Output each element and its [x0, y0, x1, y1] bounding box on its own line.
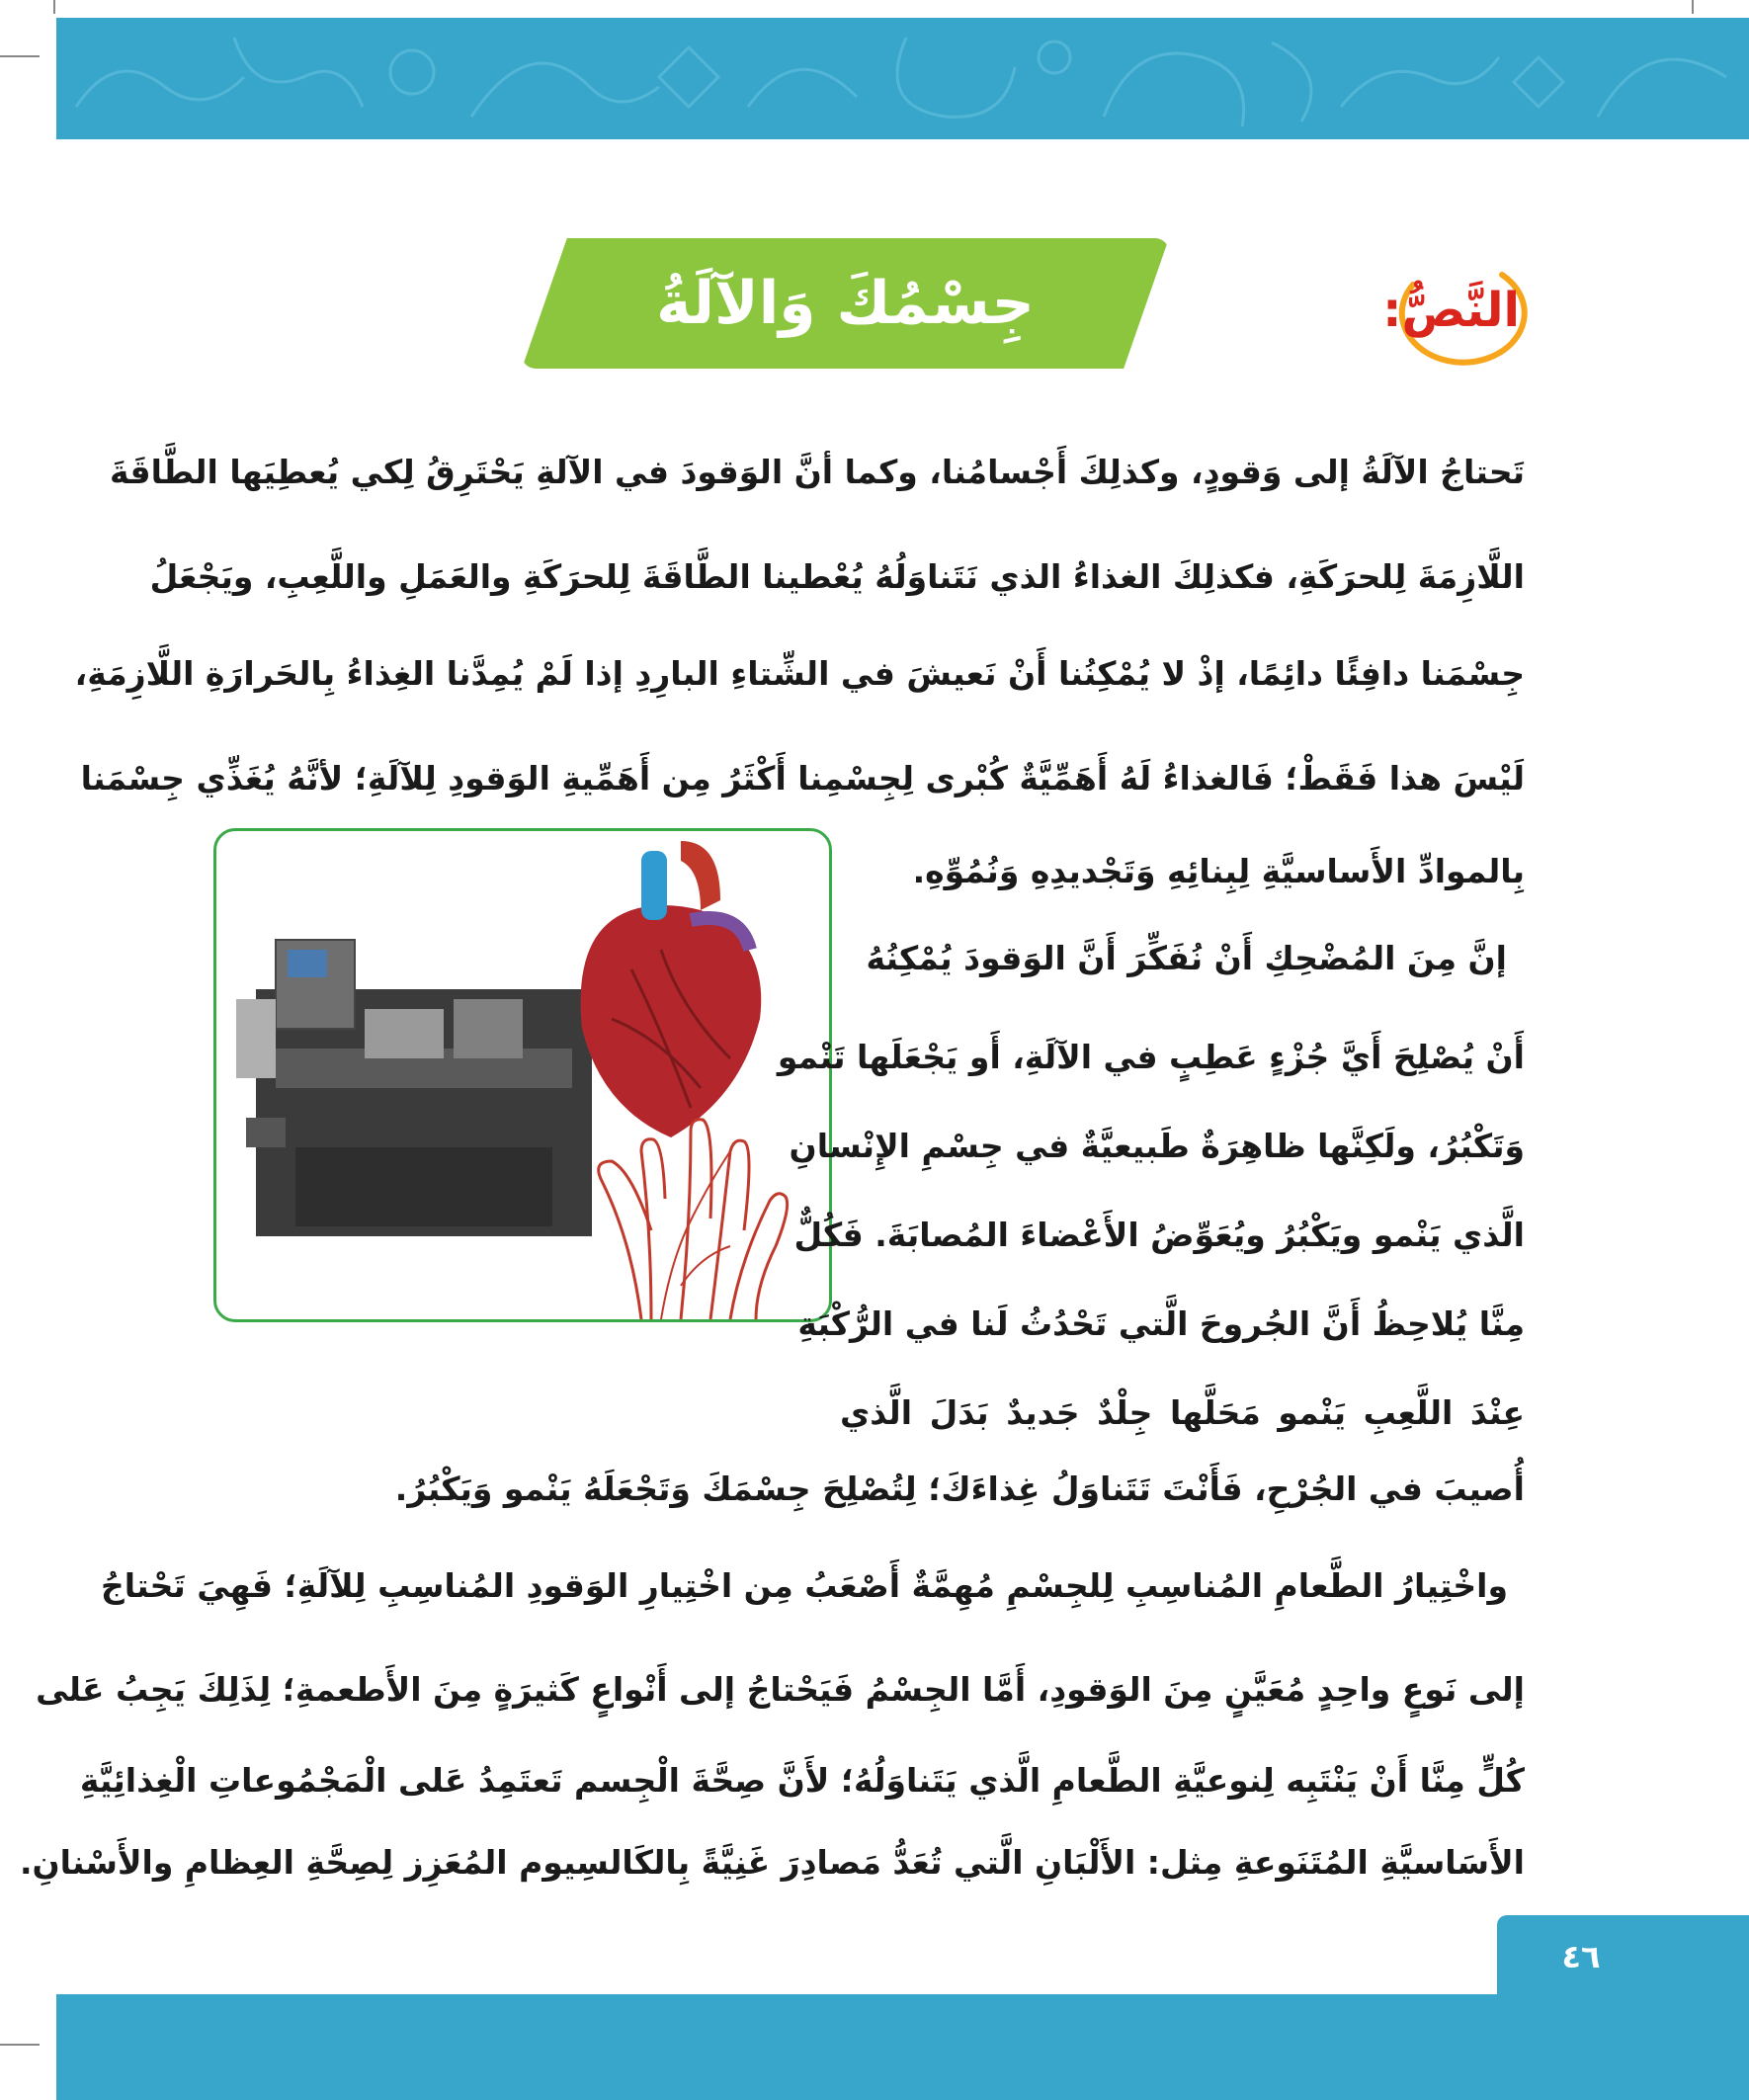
paragraph-line: إلى نَوعٍ واحِدٍ مُعَيَّنٍ مِنَ الوَقودِ، أَمَّا الجِسْمُ فَيَحْتاجُ إلى أَنْواعٍ كَثيرَةٍ مِنَ الأَطعمةِ؛ لِذَلِكَ يَجِبُ عَلى: [36, 1670, 1525, 1709]
paragraph-line: تَحتاجُ الآلَةُ إلى وَقودٍ، وكذلِكَ أَجْسامُنا، وكما أنَّ الوَقودَ في الآلةِ يَحْتَرِقُ لِكي يُعطِيَها الطَّاقَةَ: [109, 453, 1525, 491]
crop-mark: [0, 55, 40, 57]
paragraph-line: جِسْمَنا دافِئًا دائِمًا، إذْ لا يُمْكِنُنا أَنْ نَعيشَ في الشِّتاءِ البارِدِ إذا لَمْ يُمِدَّنا الغِذاءُ بِالحَرارَةِ اللَّازِمَةِ،: [74, 654, 1525, 693]
paragraph-line: عِنْدَ اللَّعِبِ يَنْمو مَحَلَّها جِلْدٌ جَديدٌ بَدَلَ الَّذي: [840, 1393, 1525, 1432]
paragraph-line: إنَّ مِنَ المُضْحِكِ أَنْ نُفَكِّرَ أَنَّ الوَقودَ يُمْكِنُهُ: [866, 939, 1507, 977]
paragraph-line: الأَسَاسيَّةِ المُتَنَوعةِ مِثل: الأَلْبَانِ الَّتي تُعَدُّ مَصادِرَ غَنِيَّةً بِالكَالسِيوم المُعَزِز لِصِحَّةِ العِظامِ والأَسْنانِ.: [19, 1843, 1525, 1882]
calligraphy-pattern-icon: [56, 18, 1749, 139]
crop-mark: [53, 0, 55, 14]
figure-illustration: [216, 831, 829, 1319]
hand-blood-vessels-icon: [599, 1120, 788, 1319]
section-label: النَّصُّ:: [1382, 283, 1520, 338]
paragraph-line: أُصيبَ في الجُرْحِ، فَأَنْتَ تَتَناوَلُ غِذاءَكَ؛ لِتُصْلِحَ جِسْمَكَ وَتَجْعَلَهُ يَنْمو وَيَكْبُرُ.: [394, 1470, 1525, 1508]
paragraph-line: بِالموادِّ الأَساسيَّةِ لِبِنائِهِ وَتَجْديدِهِ وَنُمُوِّهِ.: [912, 852, 1525, 890]
heart-icon: [581, 841, 762, 1137]
crop-mark: [0, 2044, 40, 2046]
paragraph-line: الَّذي يَنْمو ويَكْبُرُ ويُعَوِّضُ الأَعْضاءَ المُصابَةَ. فَكُلٌّ: [793, 1216, 1525, 1254]
top-banner: [56, 18, 1749, 139]
paragraph-line: لَيْسَ هذا فَقَطْ؛ فَالغذاءُ لَهُ أَهَمِّيَّةٌ كُبْرى لِجِسْمِنا أَكْثَرُ مِن أَهَمِّيةِ الوَقودِ لِلآلَةِ؛ لأنَّهُ يُغَذِّي جِسْمَنا: [80, 759, 1525, 798]
paragraph-line: مِنَّا يُلاحِظُ أَنَّ الجُروحَ الَّتي تَحْدُثُ لَنا في الرُّكْبَةِ: [797, 1304, 1525, 1343]
paragraph-line: أَنْ يُصْلِحَ أَيَّ جُزْءٍ عَطِبٍ في الآلَةِ، أَو يَجْعَلَها تَنْمو: [777, 1038, 1525, 1076]
paragraph-line: اللَّازِمَةَ لِلحرَكَةِ، فكذلِكَ الغذاءُ الذي نَتَناوَلُهُ يُعْطينا الطَّاقَةَ لِلحرَكَةِ والعَمَلِ واللَّعِبِ، ويَجْعَلُ: [149, 557, 1525, 596]
figure-box: [213, 828, 832, 1322]
paragraph-line: وَتَكْبُرُ، ولَكِنَّها ظاهِرَةٌ طَبيعيَّةٌ في جِسْمِ الإِنْسانِ: [789, 1127, 1525, 1165]
page-number: ٤٦: [1561, 1938, 1601, 1975]
lathe-machine-icon: [236, 940, 592, 1236]
paragraph-line: واخْتِيارُ الطَّعامِ المُناسِبِ لِلجِسْمِ مُهِمَّةٌ أَصْعَبُ مِن اخْتِيارِ الوَقودِ المُناسِبِ لِلآلَةِ؛ فَهِيَ تَحْتاجُ: [100, 1566, 1508, 1605]
paragraph-line: كُلٍّ مِنَّا أَنْ يَنْتَبِه لِنوعيَّةِ الطَّعامِ الَّذي يَتَناوَلُهُ؛ لأَنَّ صِحَّةَ الْجِسم تَعتَمِدُ عَلى الْمَجْمُوعاتِ الْغِذائِيَّةِ: [79, 1761, 1525, 1800]
bottom-bar: [56, 1994, 1749, 2100]
crop-mark: [1692, 0, 1694, 14]
page-title: جِسْمُكَ وَالآلَةُ: [656, 269, 1035, 338]
section-label-badge: [1382, 265, 1537, 374]
